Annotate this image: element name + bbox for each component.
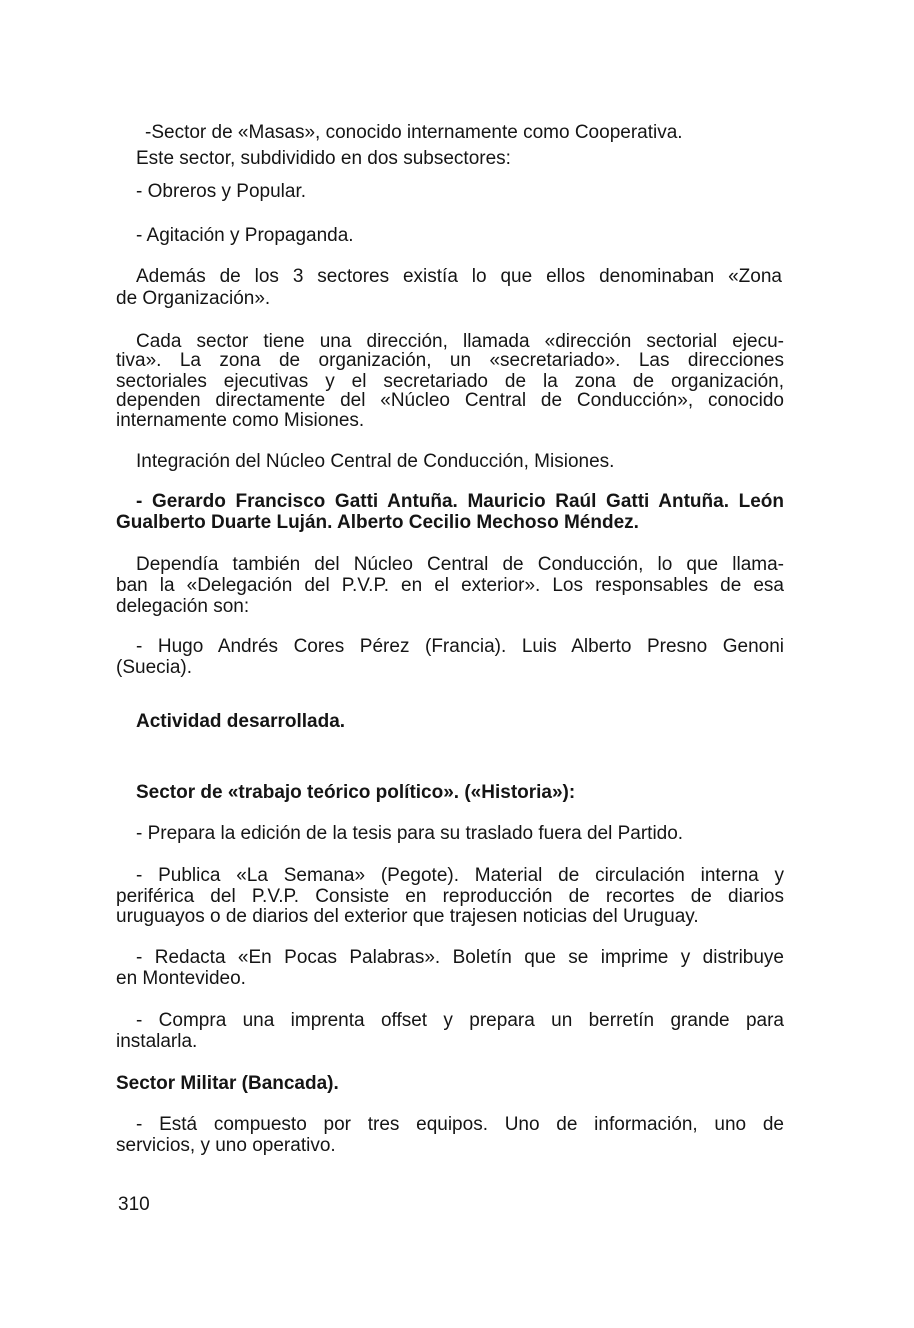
- section-heading: Sector de «trabajo teórico político». («Historia»):: [136, 782, 576, 803]
- paragraph-line: (Suecia).: [116, 657, 193, 678]
- paragraph-line: de Organización».: [116, 288, 271, 309]
- list-item: - Obreros y Popular.: [136, 181, 307, 202]
- paragraph-line: Integración del Núcleo Central de Conducción, Misiones.: [136, 451, 615, 472]
- paragraph-line: -Sector de «Masas», conocido internamente como Cooperativa.: [145, 122, 683, 143]
- paragraph-line: en Montevideo.: [116, 968, 246, 989]
- paragraph-line: delegación son:: [116, 596, 250, 617]
- paragraph-line: - Hugo Andrés Cores Pérez (Francia). Luis Alberto Presno Genoni: [136, 636, 784, 657]
- paragraph-line: dependen directamente del «Núcleo Central de Conducción», conocido: [116, 390, 784, 411]
- paragraph-line: ban la «Delegación del P.V.P. en el exterior». Los responsables de esa: [116, 575, 784, 596]
- paragraph-line: uruguayos o de diarios del exterior que trajesen noticias del Uruguay.: [116, 906, 699, 927]
- paragraph-line: Cada sector tiene una dirección, llamada «dirección sectorial ejecu-: [136, 331, 784, 352]
- section-heading: Actividad desarrollada.: [136, 711, 346, 732]
- paragraph-line: instalarla.: [116, 1031, 198, 1052]
- list-item: - Agitación y Propaganda.: [136, 225, 354, 246]
- paragraph-line: Dependía también del Núcleo Central de Conducción, lo que llama-: [136, 554, 784, 575]
- paragraph-line: internamente como Misiones.: [116, 410, 365, 431]
- page-number: 310: [118, 1194, 150, 1215]
- list-item: - Está compuesto por tres equipos. Uno de información, uno de: [136, 1114, 784, 1135]
- paragraph-line: Este sector, subdividido en dos subsectores:: [136, 148, 511, 169]
- paragraph-line: Además de los 3 sectores existía lo que ellos denominaban «Zona: [136, 266, 782, 287]
- paragraph-line: Gualberto Duarte Luján. Alberto Cecilio Mechoso Méndez.: [116, 512, 639, 533]
- paragraph-line: servicios, y uno operativo.: [116, 1135, 336, 1156]
- paragraph-line: sectoriales ejecutivas y el secretariado de la zona de organización,: [116, 371, 784, 392]
- list-item: - Publica «La Semana» (Pegote). Material de circulación interna y: [136, 865, 784, 886]
- paragraph-line: - Gerardo Francisco Gatti Antuña. Mauricio Raúl Gatti Antuña. León: [136, 491, 784, 512]
- list-item: - Compra una imprenta offset y prepara un berretín grande para: [136, 1010, 784, 1031]
- list-item: - Prepara la edición de la tesis para su traslado fuera del Partido.: [136, 823, 684, 844]
- section-heading: Sector Militar (Bancada).: [116, 1073, 339, 1094]
- paragraph-line: tiva». La zona de organización, un «secretariado». Las direcciones: [116, 350, 784, 371]
- list-item: - Redacta «En Pocas Palabras». Boletín que se imprime y distribuye: [136, 947, 784, 968]
- paragraph-line: periférica del P.V.P. Consiste en reproducción de recortes de diarios: [116, 886, 784, 907]
